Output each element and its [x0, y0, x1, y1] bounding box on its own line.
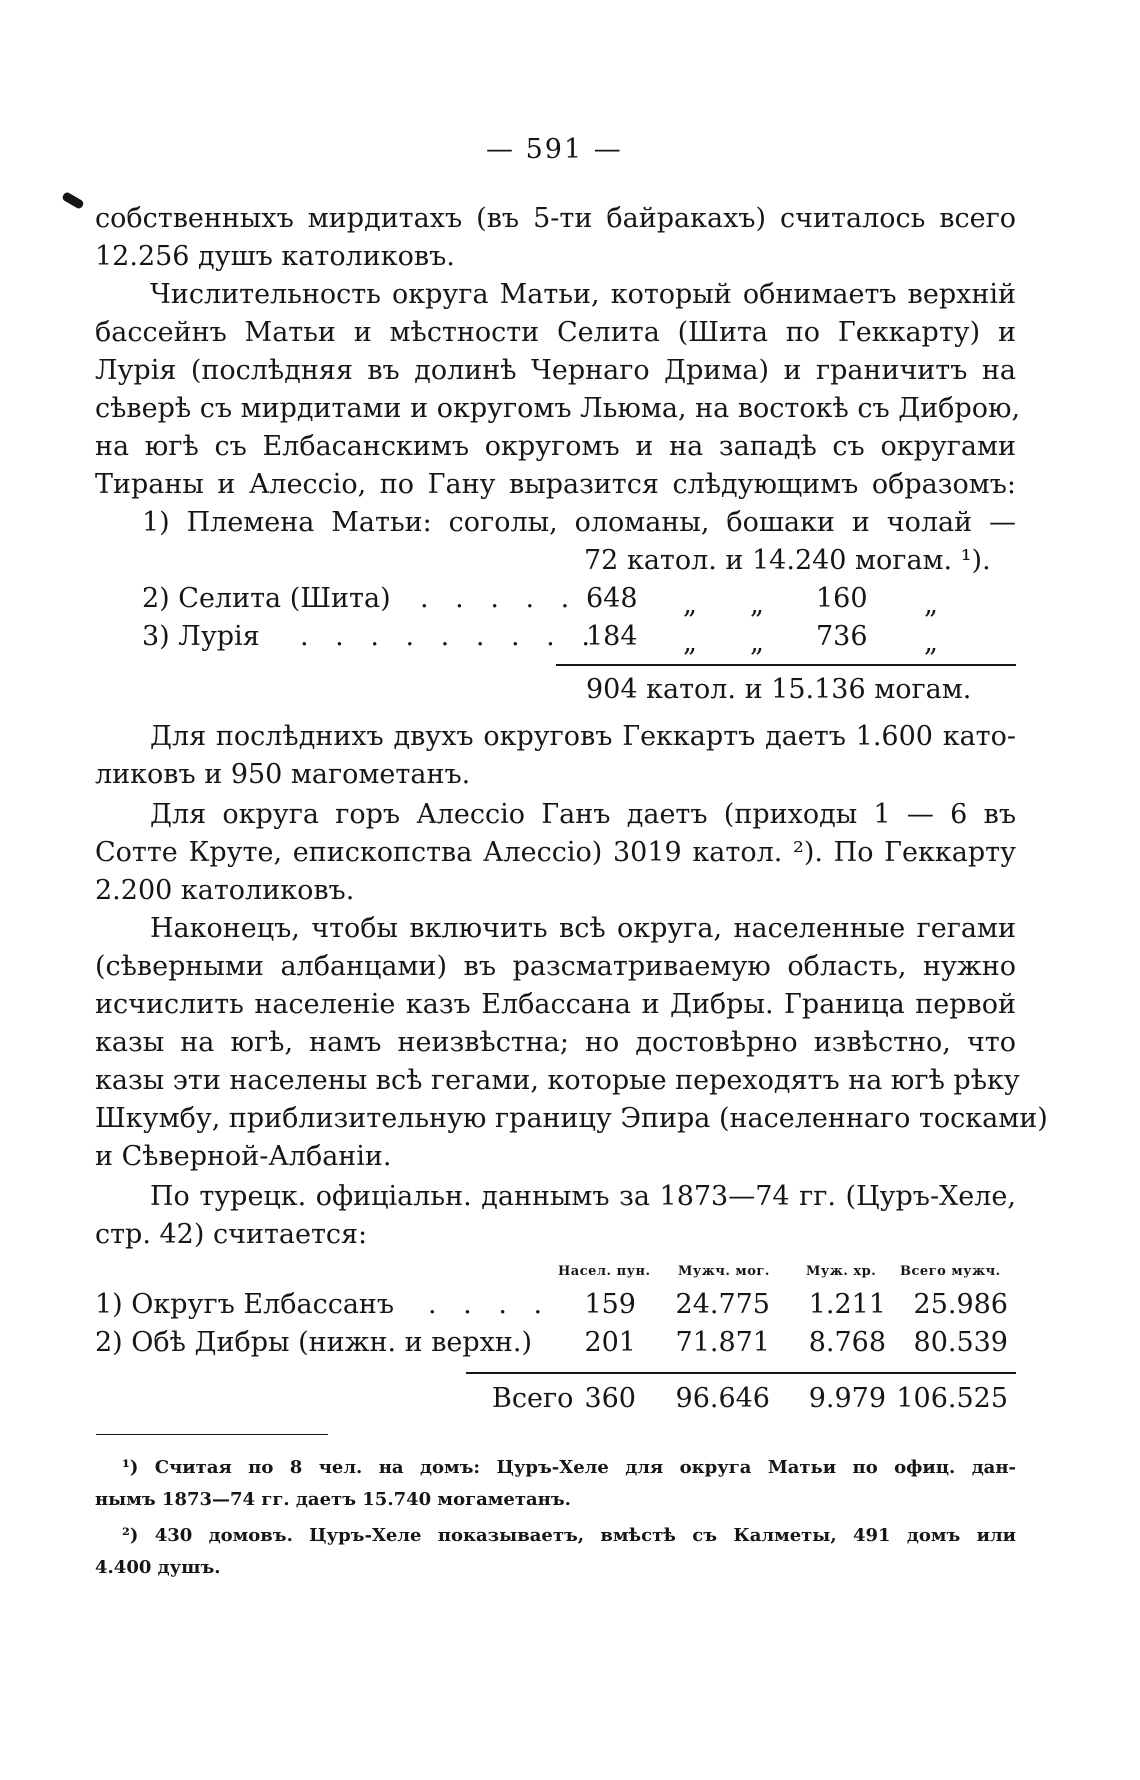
list1-row-dots: . . . . . [420, 583, 579, 614]
list1-row-value-a: 648 [586, 583, 638, 614]
list1-item1-line1: 1) Племена Матьи: соголы, оломаны, бошаки и чолай — [142, 507, 1016, 538]
table2-cell: 159 [584, 1289, 636, 1320]
footnote-1-line2: нымъ 1873—74 гг. даетъ 15.740 могаметанъ. [95, 1489, 571, 1510]
table2-total-cell: 106.525 [896, 1383, 1008, 1414]
table2-header: Всего мужч. [900, 1264, 1001, 1279]
para3-line2: ликовъ и 950 магометанъ. [95, 759, 471, 790]
para4-line1: Для округа горъ Алессiо Ганъ даетъ (приходы 1 — 6 въ [150, 799, 1016, 830]
table2-cell: 24.775 [675, 1289, 770, 1320]
para1-line1: собственныхъ мирдитахъ (въ 5-ти байракахъ) считалось всего [95, 203, 1016, 234]
para1-line2: 12.256 душъ католиковъ. [95, 241, 455, 272]
list1-row-ditto: „ [750, 627, 764, 658]
para5-line2: (сѣверными албанцами) въ разсматриваемую область, нужно [95, 951, 1016, 982]
para2-line3: Лурiя (послѣдняя въ долинѣ Чернаго Дрима) и граничитъ на [95, 355, 1016, 386]
para6-line2: стр. 42) считается: [95, 1219, 368, 1250]
list1-row-ditto: „ [924, 627, 938, 658]
footnote-separator [96, 1434, 328, 1435]
para4-line3: 2.200 католиковъ. [95, 875, 355, 906]
footnote-2-line1: ²) 430 домовъ. Цуръ-Хеле показываетъ, вмѣстѣ съ Калметы, 491 домъ или [122, 1525, 1016, 1546]
para2-line4: сѣверѣ съ мирдитами и округомъ Льюма, на востокѣ съ Диброю, [95, 393, 1021, 424]
table2-header: Насел. пун. [558, 1264, 651, 1279]
para5-line7: и Сѣверной-Албанiи. [95, 1141, 392, 1172]
table2-header: Мужч. мог. [678, 1264, 770, 1279]
list1-row-label: 2) Селита (Шита) [142, 583, 391, 614]
list1-row-ditto: „ [750, 589, 764, 620]
table2-cell: 25.986 [913, 1289, 1008, 1320]
list1-row-label: 3) Лурiя [142, 621, 260, 652]
table2-row-label: 2) Обѣ Дибры (нижн. и верхн.) [95, 1327, 533, 1358]
table2-row-label: 1) Округъ Елбассанъ [95, 1289, 395, 1320]
margin-mark [61, 191, 85, 210]
table2-total-cell: 360 [584, 1383, 636, 1414]
list1-total: 904 катол. и 15.136 могам. [586, 674, 972, 705]
para5-line1: Наконецъ, чтобы включить всѣ округа, населенные гегами [150, 913, 1016, 944]
list1-row-dots: . . . . . . . . . [300, 621, 599, 652]
para5-line6: Шкумбу, приблизительную границу Эпира (населеннаго тосками) [95, 1103, 1048, 1134]
list1-row-value-a: 184 [586, 621, 638, 652]
list1-row-ditto: „ [683, 589, 697, 620]
list1-row-ditto: „ [683, 627, 697, 658]
table2-cell: 201 [584, 1327, 636, 1358]
para5-line4: казы на югѣ, намъ неизвѣстна; но достовѣрно извѣстно, что [95, 1027, 1016, 1058]
list1-sum-rule [556, 664, 1016, 666]
para2-line6: Тираны и Алессiо, по Гану выразится слѣдующимъ образомъ: [95, 469, 1016, 500]
list1-row-ditto: „ [924, 589, 938, 620]
table2-total-cell: 96.646 [675, 1383, 770, 1414]
list1-item1-line2: 72 катол. и 14.240 могам. ¹). [584, 545, 991, 576]
para2-line5: на югѣ съ Елбасанскимъ округомъ и на западѣ съ округами [95, 431, 1016, 462]
page-number: — 591 — [486, 134, 623, 165]
para2-line1: Числительность округа Матьи, который обнимаетъ верхнiй [150, 279, 1016, 310]
table2-row-dots: . . . . [428, 1289, 552, 1320]
para6-line1: По турецк. офицiальн. даннымъ за 1873—74 гг. (Цуръ-Хеле, [150, 1181, 1016, 1212]
para5-line5: казы эти населены всѣ гегами, которые переходятъ на югѣ рѣку [95, 1065, 1020, 1096]
table2-cell: 1.211 [808, 1289, 886, 1320]
footnote-2-line2: 4.400 душъ. [95, 1557, 221, 1578]
table2-cell: 8.768 [808, 1327, 886, 1358]
list1-row-value-b: 160 [816, 583, 868, 614]
list1-row-value-b: 736 [816, 621, 868, 652]
table2-total-cell: 9.979 [808, 1383, 886, 1414]
para5-line3: исчислить населенiе казъ Елбассана и Дибры. Граница первой [95, 989, 1016, 1020]
footnote-1-line1: ¹) Считая по 8 чел. на домъ: Цуръ-Хеле для округа Матьи по офиц. дан- [122, 1457, 1016, 1478]
table2-cell: 71.871 [675, 1327, 770, 1358]
table2-header: Муж. хр. [806, 1264, 877, 1279]
table2-total-label: Всего [492, 1383, 574, 1414]
para2-line2: бассейнъ Матьи и мѣстности Селита (Шита по Геккарту) и [95, 317, 1016, 348]
table2-sum-rule [466, 1372, 1016, 1374]
para4-line2: Сотте Круте, епископства Алессiо) 3019 катол. ²). По Геккарту [95, 837, 1016, 868]
table2-cell: 80.539 [913, 1327, 1008, 1358]
para3-line1: Для послѣднихъ двухъ округовъ Геккартъ даетъ 1.600 като- [150, 721, 1016, 752]
